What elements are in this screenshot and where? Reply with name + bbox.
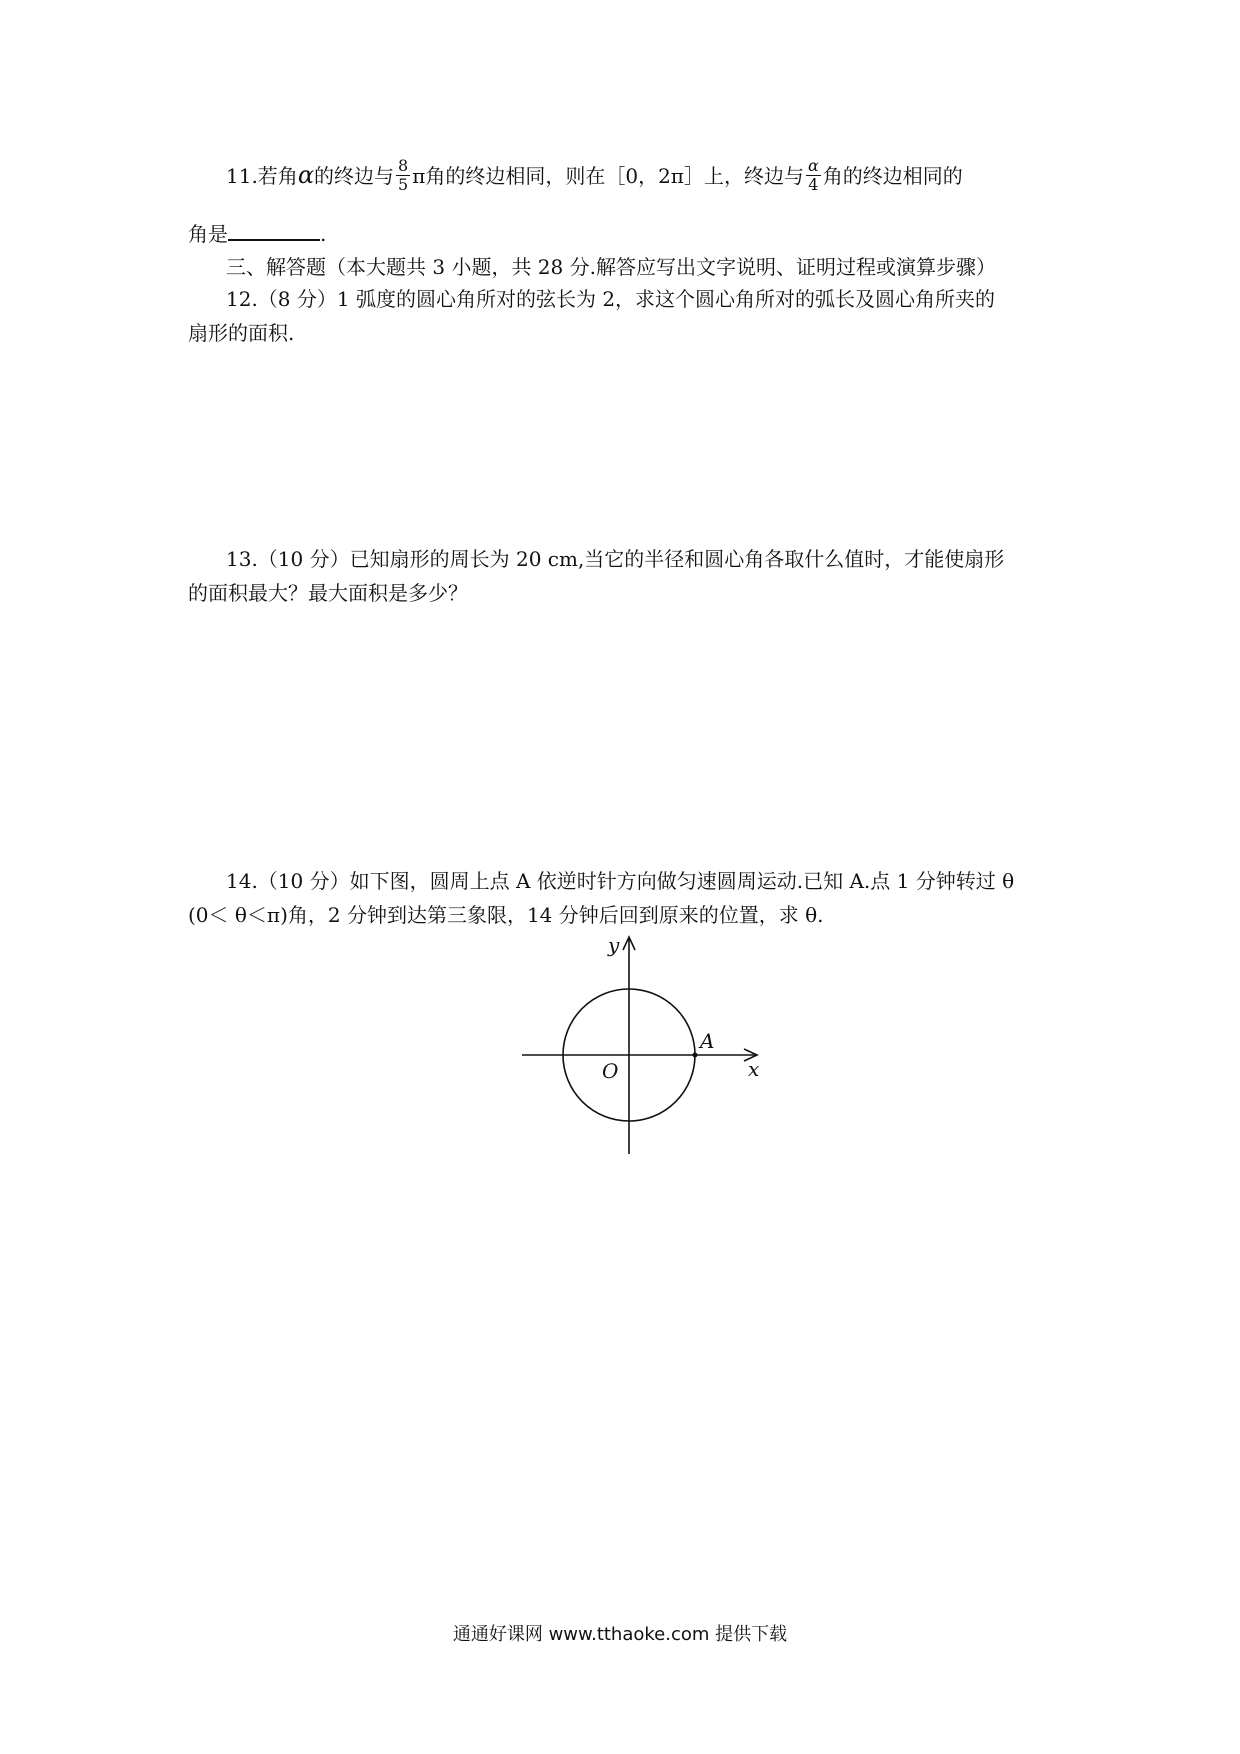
q14-line1: 14.（10 分）如下图，圆周上点 A 依逆时针方向做匀速圆周运动.已知 A.点 1 分钟转过 θ	[226, 869, 1015, 893]
q13-line2: 的面积最大？最大面积是多少？	[188, 581, 468, 605]
label-a: A	[700, 1029, 715, 1053]
q13-line1: 13.（10 分）已知扇形的周长为 20 cm,当它的半径和圆心角各取什么值时，才能使扇形	[226, 547, 1005, 571]
q11-frac2-num: α	[807, 156, 819, 175]
q11-frac2-den: 4	[808, 175, 819, 194]
q11-alpha: α	[297, 161, 315, 189]
label-o: O	[602, 1059, 619, 1083]
q11-line2-suffix: .	[320, 222, 327, 246]
footer-text: 通通好课网 www.tthaoke.com 提供下载	[452, 1624, 788, 1645]
unit-circle-figure	[510, 932, 770, 1162]
q11-part2: π角的终边相同，则在［0，2π］上，终边与	[412, 164, 804, 188]
q12-line1: 12.（8 分）1 弧度的圆心角所对的弦长为 2，求这个圆心角所对的弧长及圆心角所夹的	[226, 287, 996, 311]
q11-answer-blank	[228, 221, 320, 241]
q11-part3: 角的终边相同的	[822, 164, 963, 188]
q11-fraction-8-5	[396, 158, 410, 193]
q11-line2	[188, 221, 326, 247]
q11-fraction-alpha-4	[806, 158, 821, 193]
q11-line1	[226, 156, 963, 195]
q11-line2-prefix: 角是	[188, 222, 228, 246]
q12-line2: 扇形的面积.	[188, 321, 295, 345]
q11-frac1-den: 5	[398, 175, 409, 194]
section3-heading: 三、解答题（本大题共 3 小题，共 28 分.解答应写出文字说明、证明过程或演算步骤）	[226, 255, 996, 279]
label-y: y	[608, 933, 620, 957]
q11-prefix: 11.若角	[226, 164, 298, 188]
q11-frac1-num: 8	[398, 156, 409, 175]
q11-part1: 的终边与	[314, 164, 395, 188]
label-x: x	[748, 1057, 760, 1081]
q14-line2: (0＜ θ＜π)角，2 分钟到达第三象限，14 分钟后回到原来的位置，求 θ.	[188, 903, 824, 927]
point-a-dot	[693, 1053, 698, 1058]
